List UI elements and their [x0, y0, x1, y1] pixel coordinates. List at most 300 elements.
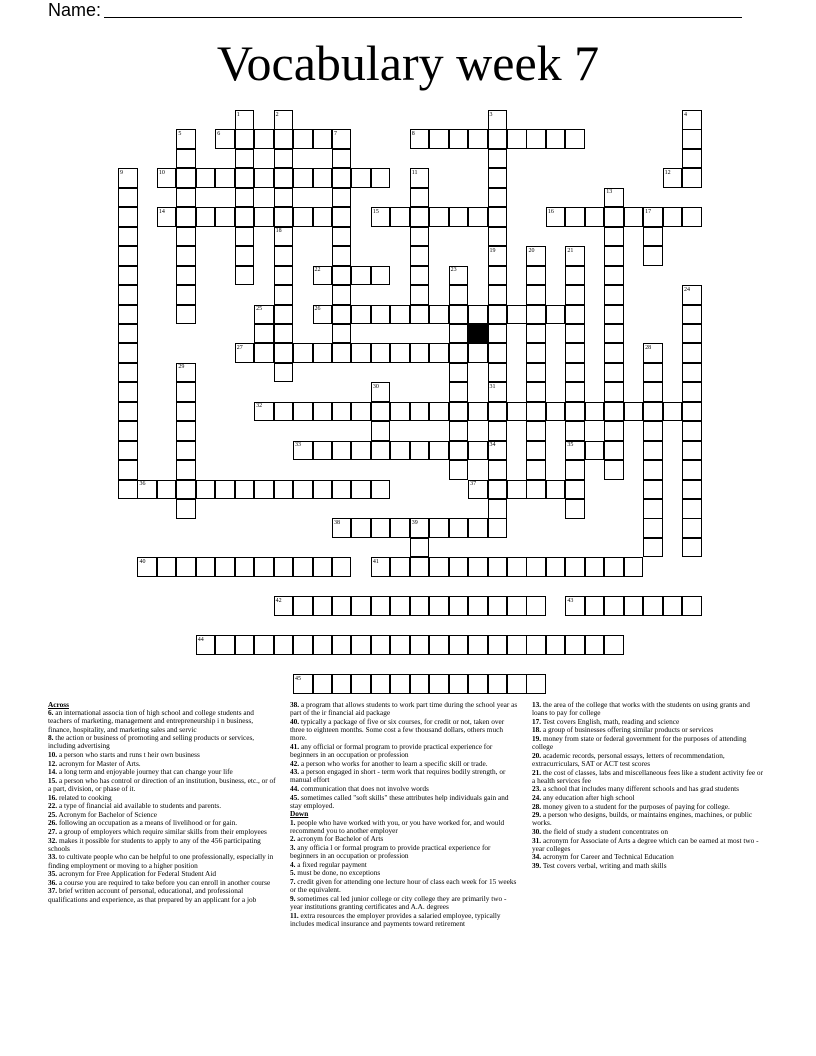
crossword-cell[interactable]	[682, 441, 702, 461]
crossword-cell[interactable]	[565, 557, 585, 577]
crossword-cell[interactable]	[546, 402, 566, 422]
crossword-cell[interactable]	[449, 441, 469, 461]
crossword-cell[interactable]	[449, 343, 469, 363]
crossword-cell[interactable]	[293, 129, 313, 149]
crossword-cell[interactable]	[643, 421, 663, 441]
crossword-cell[interactable]	[429, 441, 449, 461]
crossword-cell[interactable]	[663, 596, 683, 616]
crossword-cell[interactable]	[313, 402, 333, 422]
crossword-cell[interactable]	[351, 441, 371, 461]
crossword-cell[interactable]	[468, 518, 488, 538]
crossword-cell[interactable]	[118, 343, 138, 363]
crossword-cell[interactable]	[663, 207, 683, 227]
crossword-cell[interactable]	[546, 635, 566, 655]
crossword-cell[interactable]	[429, 305, 449, 325]
crossword-cell[interactable]	[410, 285, 430, 305]
crossword-cell[interactable]	[235, 557, 255, 577]
crossword-cell[interactable]	[293, 596, 313, 616]
crossword-cell[interactable]	[351, 305, 371, 325]
crossword-cell[interactable]	[682, 499, 702, 519]
crossword-cell[interactable]	[176, 441, 196, 461]
crossword-cell[interactable]	[118, 324, 138, 344]
crossword-cell[interactable]	[488, 168, 508, 188]
crossword-cell[interactable]	[410, 596, 430, 616]
crossword-cell[interactable]	[196, 480, 216, 500]
crossword-cell[interactable]	[526, 421, 546, 441]
crossword-cell[interactable]	[118, 421, 138, 441]
crossword-cell[interactable]	[274, 402, 294, 422]
crossword-cell[interactable]	[254, 207, 274, 227]
crossword-cell[interactable]	[313, 674, 333, 694]
crossword-cell[interactable]	[526, 635, 546, 655]
crossword-cell[interactable]	[410, 246, 430, 266]
crossword-cell[interactable]	[390, 596, 410, 616]
crossword-cell[interactable]	[526, 305, 546, 325]
crossword-cell[interactable]	[663, 402, 683, 422]
crossword-cell[interactable]	[274, 635, 294, 655]
crossword-cell[interactable]	[526, 441, 546, 461]
crossword-cell[interactable]	[332, 305, 352, 325]
crossword-cell[interactable]	[235, 188, 255, 208]
crossword-cell[interactable]	[565, 129, 585, 149]
crossword-cell[interactable]	[371, 168, 391, 188]
crossword-cell[interactable]	[410, 227, 430, 247]
crossword-cell[interactable]	[254, 480, 274, 500]
crossword-cell[interactable]	[176, 246, 196, 266]
crossword-cell[interactable]	[254, 343, 274, 363]
crossword-cell[interactable]	[682, 324, 702, 344]
crossword-cell[interactable]	[449, 305, 469, 325]
crossword-cell[interactable]	[274, 246, 294, 266]
crossword-cell[interactable]	[604, 227, 624, 247]
crossword-cell[interactable]	[604, 596, 624, 616]
crossword-cell[interactable]	[488, 499, 508, 519]
crossword-cell[interactable]	[332, 402, 352, 422]
crossword-cell[interactable]	[410, 266, 430, 286]
crossword-cell[interactable]	[351, 402, 371, 422]
crossword-cell[interactable]	[176, 460, 196, 480]
crossword-cell[interactable]	[351, 480, 371, 500]
crossword-cell[interactable]	[176, 421, 196, 441]
crossword-cell[interactable]	[254, 129, 274, 149]
crossword-cell[interactable]	[449, 324, 469, 344]
crossword-cell[interactable]	[682, 207, 702, 227]
crossword-cell[interactable]	[118, 460, 138, 480]
crossword-cell[interactable]	[488, 207, 508, 227]
crossword-cell[interactable]	[488, 129, 508, 149]
crossword-cell[interactable]	[332, 188, 352, 208]
crossword-cell[interactable]	[274, 207, 294, 227]
crossword-cell[interactable]	[332, 285, 352, 305]
crossword-cell[interactable]	[565, 363, 585, 383]
crossword-cell[interactable]	[313, 635, 333, 655]
crossword-cell[interactable]	[624, 207, 644, 227]
crossword-cell[interactable]	[196, 168, 216, 188]
crossword-cell[interactable]	[507, 129, 527, 149]
crossword-cell[interactable]	[274, 324, 294, 344]
crossword-cell[interactable]	[488, 343, 508, 363]
crossword-cell[interactable]	[118, 227, 138, 247]
crossword-cell[interactable]	[526, 266, 546, 286]
crossword-cell[interactable]	[468, 441, 488, 461]
crossword-cell[interactable]	[488, 188, 508, 208]
crossword-cell[interactable]	[390, 402, 410, 422]
crossword-cell[interactable]	[449, 382, 469, 402]
crossword-cell[interactable]	[546, 129, 566, 149]
crossword-cell[interactable]	[682, 518, 702, 538]
crossword-cell[interactable]	[565, 285, 585, 305]
crossword-cell[interactable]	[643, 480, 663, 500]
crossword-cell[interactable]	[526, 674, 546, 694]
crossword-cell[interactable]	[371, 635, 391, 655]
crossword-cell[interactable]	[371, 266, 391, 286]
crossword-cell[interactable]	[604, 363, 624, 383]
crossword-cell[interactable]	[293, 207, 313, 227]
crossword-cell[interactable]	[449, 635, 469, 655]
crossword-cell[interactable]	[526, 129, 546, 149]
crossword-cell[interactable]	[604, 402, 624, 422]
crossword-cell[interactable]	[429, 343, 449, 363]
crossword-cell[interactable]	[488, 674, 508, 694]
crossword-cell[interactable]	[546, 480, 566, 500]
crossword-cell[interactable]	[624, 557, 644, 577]
crossword-cell[interactable]	[215, 557, 235, 577]
crossword-cell[interactable]	[488, 635, 508, 655]
crossword-cell[interactable]	[488, 402, 508, 422]
crossword-cell[interactable]	[274, 266, 294, 286]
crossword-cell[interactable]	[176, 149, 196, 169]
crossword-cell[interactable]	[526, 402, 546, 422]
crossword-cell[interactable]	[410, 402, 430, 422]
crossword-cell[interactable]	[176, 402, 196, 422]
crossword-cell[interactable]	[176, 285, 196, 305]
crossword-cell[interactable]	[176, 480, 196, 500]
crossword-cell[interactable]	[449, 557, 469, 577]
crossword-cell[interactable]	[643, 363, 663, 383]
crossword-cell[interactable]	[118, 305, 138, 325]
crossword-cell[interactable]	[274, 480, 294, 500]
crossword-cell[interactable]	[604, 285, 624, 305]
crossword-cell[interactable]	[235, 227, 255, 247]
crossword-cell[interactable]	[371, 518, 391, 538]
crossword-cell[interactable]	[526, 343, 546, 363]
crossword-cell[interactable]	[604, 246, 624, 266]
crossword-cell[interactable]	[488, 324, 508, 344]
crossword-cell[interactable]	[410, 343, 430, 363]
crossword-cell[interactable]	[390, 441, 410, 461]
crossword-cell[interactable]	[449, 129, 469, 149]
crossword-cell[interactable]	[118, 382, 138, 402]
crossword-cell[interactable]	[390, 635, 410, 655]
crossword-cell[interactable]	[351, 343, 371, 363]
crossword-cell[interactable]	[604, 635, 624, 655]
crossword-cell[interactable]	[176, 305, 196, 325]
crossword-cell[interactable]	[371, 343, 391, 363]
crossword-cell[interactable]	[176, 188, 196, 208]
crossword-cell[interactable]	[468, 596, 488, 616]
crossword-cell[interactable]	[468, 129, 488, 149]
crossword-cell[interactable]	[604, 557, 624, 577]
crossword-cell[interactable]	[410, 207, 430, 227]
crossword-cell[interactable]	[526, 557, 546, 577]
crossword-cell[interactable]	[410, 674, 430, 694]
crossword-cell[interactable]	[682, 538, 702, 558]
crossword-cell[interactable]	[293, 343, 313, 363]
crossword-cell[interactable]	[604, 421, 624, 441]
crossword-cell[interactable]	[293, 635, 313, 655]
crossword-cell[interactable]	[215, 480, 235, 500]
crossword-cell[interactable]	[313, 343, 333, 363]
crossword-cell[interactable]	[215, 635, 235, 655]
crossword-cell[interactable]	[410, 538, 430, 558]
crossword-cell[interactable]	[332, 246, 352, 266]
crossword-cell[interactable]	[565, 480, 585, 500]
crossword-cell[interactable]	[254, 557, 274, 577]
crossword-cell[interactable]	[643, 402, 663, 422]
crossword-cell[interactable]	[604, 324, 624, 344]
crossword-cell[interactable]	[682, 402, 702, 422]
crossword-cell[interactable]	[390, 207, 410, 227]
crossword-cell[interactable]	[332, 227, 352, 247]
crossword-cell[interactable]	[118, 246, 138, 266]
crossword-cell[interactable]	[585, 596, 605, 616]
crossword-cell[interactable]	[565, 343, 585, 363]
crossword-cell[interactable]	[351, 635, 371, 655]
crossword-cell[interactable]	[468, 674, 488, 694]
crossword-cell[interactable]	[604, 207, 624, 227]
crossword-cell[interactable]	[351, 674, 371, 694]
crossword-cell[interactable]	[274, 343, 294, 363]
crossword-cell[interactable]	[429, 596, 449, 616]
crossword-cell[interactable]	[546, 557, 566, 577]
crossword-cell[interactable]	[332, 343, 352, 363]
crossword-cell[interactable]	[624, 596, 644, 616]
crossword-cell[interactable]	[390, 518, 410, 538]
crossword-cell[interactable]	[682, 460, 702, 480]
crossword-cell[interactable]	[293, 557, 313, 577]
crossword-cell[interactable]	[390, 557, 410, 577]
crossword-cell[interactable]	[643, 246, 663, 266]
crossword-cell[interactable]	[526, 480, 546, 500]
crossword-cell[interactable]	[565, 305, 585, 325]
crossword-cell[interactable]	[643, 518, 663, 538]
crossword-cell[interactable]	[624, 402, 644, 422]
crossword-cell[interactable]	[682, 168, 702, 188]
crossword-cell[interactable]	[351, 168, 371, 188]
crossword-cell[interactable]	[449, 460, 469, 480]
crossword-cell[interactable]	[235, 480, 255, 500]
crossword-cell[interactable]	[604, 266, 624, 286]
crossword-cell[interactable]	[351, 596, 371, 616]
crossword-cell[interactable]	[604, 460, 624, 480]
crossword-cell[interactable]	[176, 499, 196, 519]
crossword-cell[interactable]	[215, 168, 235, 188]
crossword-cell[interactable]	[526, 460, 546, 480]
crossword-cell[interactable]	[585, 635, 605, 655]
crossword-cell[interactable]	[274, 305, 294, 325]
crossword-cell[interactable]	[565, 207, 585, 227]
crossword-cell[interactable]	[565, 324, 585, 344]
crossword-cell[interactable]	[410, 557, 430, 577]
crossword-cell[interactable]	[682, 363, 702, 383]
crossword-cell[interactable]	[565, 402, 585, 422]
crossword-cell[interactable]	[429, 674, 449, 694]
crossword-cell[interactable]	[682, 343, 702, 363]
crossword-cell[interactable]	[488, 518, 508, 538]
crossword-cell[interactable]	[507, 557, 527, 577]
crossword-cell[interactable]	[682, 382, 702, 402]
crossword-cell[interactable]	[546, 305, 566, 325]
crossword-cell[interactable]	[332, 480, 352, 500]
crossword-cell[interactable]	[118, 188, 138, 208]
crossword-cell[interactable]	[332, 596, 352, 616]
crossword-cell[interactable]	[274, 285, 294, 305]
crossword-cell[interactable]	[118, 207, 138, 227]
crossword-cell[interactable]	[332, 266, 352, 286]
crossword-cell[interactable]	[449, 363, 469, 383]
crossword-cell[interactable]	[235, 149, 255, 169]
crossword-cell[interactable]	[274, 557, 294, 577]
crossword-cell[interactable]	[371, 674, 391, 694]
crossword-cell[interactable]	[565, 266, 585, 286]
crossword-cell[interactable]	[682, 480, 702, 500]
crossword-cell[interactable]	[682, 149, 702, 169]
crossword-cell[interactable]	[254, 324, 274, 344]
crossword-cell[interactable]	[332, 324, 352, 344]
crossword-cell[interactable]	[176, 266, 196, 286]
crossword-cell[interactable]	[429, 635, 449, 655]
crossword-cell[interactable]	[565, 460, 585, 480]
crossword-cell[interactable]	[118, 480, 138, 500]
crossword-cell[interactable]	[410, 635, 430, 655]
crossword-cell[interactable]	[526, 382, 546, 402]
crossword-cell[interactable]	[449, 207, 469, 227]
crossword-cell[interactable]	[176, 227, 196, 247]
crossword-cell[interactable]	[332, 635, 352, 655]
crossword-cell[interactable]	[254, 168, 274, 188]
crossword-cell[interactable]	[157, 480, 177, 500]
crossword-cell[interactable]	[235, 129, 255, 149]
crossword-cell[interactable]	[507, 635, 527, 655]
crossword-cell[interactable]	[371, 421, 391, 441]
crossword-cell[interactable]	[313, 168, 333, 188]
crossword-cell[interactable]	[371, 305, 391, 325]
crossword-cell[interactable]	[429, 207, 449, 227]
crossword-cell[interactable]	[682, 596, 702, 616]
crossword-cell[interactable]	[332, 207, 352, 227]
crossword-cell[interactable]	[274, 363, 294, 383]
crossword-cell[interactable]	[488, 285, 508, 305]
crossword-cell[interactable]	[643, 538, 663, 558]
crossword-cell[interactable]	[390, 305, 410, 325]
crossword-cell[interactable]	[118, 441, 138, 461]
crossword-cell[interactable]	[332, 441, 352, 461]
crossword-cell[interactable]	[118, 285, 138, 305]
crossword-cell[interactable]	[176, 382, 196, 402]
crossword-cell[interactable]	[488, 227, 508, 247]
crossword-cell[interactable]	[604, 382, 624, 402]
crossword-cell[interactable]	[410, 305, 430, 325]
crossword-cell[interactable]	[351, 518, 371, 538]
crossword-cell[interactable]	[565, 421, 585, 441]
crossword-cell[interactable]	[332, 674, 352, 694]
crossword-cell[interactable]	[526, 363, 546, 383]
crossword-cell[interactable]	[118, 363, 138, 383]
crossword-cell[interactable]	[410, 441, 430, 461]
crossword-cell[interactable]	[274, 129, 294, 149]
crossword-cell[interactable]	[585, 557, 605, 577]
crossword-cell[interactable]	[332, 149, 352, 169]
crossword-cell[interactable]	[643, 382, 663, 402]
crossword-cell[interactable]	[235, 266, 255, 286]
crossword-cell[interactable]	[488, 596, 508, 616]
crossword-cell[interactable]	[449, 674, 469, 694]
crossword-cell[interactable]	[488, 460, 508, 480]
crossword-cell[interactable]	[682, 305, 702, 325]
crossword-cell[interactable]	[196, 557, 216, 577]
crossword-cell[interactable]	[371, 480, 391, 500]
crossword-cell[interactable]	[429, 402, 449, 422]
crossword-cell[interactable]	[643, 460, 663, 480]
crossword-cell[interactable]	[351, 266, 371, 286]
crossword-cell[interactable]	[235, 246, 255, 266]
crossword-cell[interactable]	[118, 266, 138, 286]
crossword-cell[interactable]	[157, 557, 177, 577]
crossword-cell[interactable]	[118, 402, 138, 422]
crossword-cell[interactable]	[176, 168, 196, 188]
crossword-cell[interactable]	[488, 421, 508, 441]
crossword-cell[interactable]	[507, 674, 527, 694]
crossword-cell[interactable]	[468, 207, 488, 227]
crossword-cell[interactable]	[488, 305, 508, 325]
crossword-cell[interactable]	[526, 285, 546, 305]
crossword-cell[interactable]	[313, 596, 333, 616]
crossword-cell[interactable]	[176, 207, 196, 227]
crossword-cell[interactable]	[449, 285, 469, 305]
crossword-cell[interactable]	[565, 635, 585, 655]
crossword-cell[interactable]	[429, 129, 449, 149]
crossword-cell[interactable]	[488, 557, 508, 577]
crossword-cell[interactable]	[488, 363, 508, 383]
crossword-cell[interactable]	[468, 305, 488, 325]
crossword-cell[interactable]	[390, 343, 410, 363]
crossword-cell[interactable]	[176, 557, 196, 577]
crossword-cell[interactable]	[507, 402, 527, 422]
crossword-cell[interactable]	[604, 441, 624, 461]
crossword-cell[interactable]	[507, 596, 527, 616]
crossword-cell[interactable]	[643, 441, 663, 461]
crossword-cell[interactable]	[488, 149, 508, 169]
crossword-cell[interactable]	[526, 596, 546, 616]
crossword-cell[interactable]	[449, 402, 469, 422]
crossword-cell[interactable]	[526, 324, 546, 344]
crossword-cell[interactable]	[313, 441, 333, 461]
crossword-cell[interactable]	[507, 305, 527, 325]
crossword-cell[interactable]	[293, 480, 313, 500]
crossword-cell[interactable]	[565, 382, 585, 402]
crossword-cell[interactable]	[468, 343, 488, 363]
crossword-cell[interactable]	[468, 557, 488, 577]
crossword-cell[interactable]	[468, 402, 488, 422]
crossword-cell[interactable]	[468, 635, 488, 655]
crossword-cell[interactable]	[449, 518, 469, 538]
crossword-cell[interactable]	[604, 305, 624, 325]
crossword-cell[interactable]	[390, 674, 410, 694]
crossword-cell[interactable]	[507, 480, 527, 500]
crossword-cell[interactable]	[235, 635, 255, 655]
crossword-cell[interactable]	[313, 129, 333, 149]
crossword-cell[interactable]	[371, 441, 391, 461]
